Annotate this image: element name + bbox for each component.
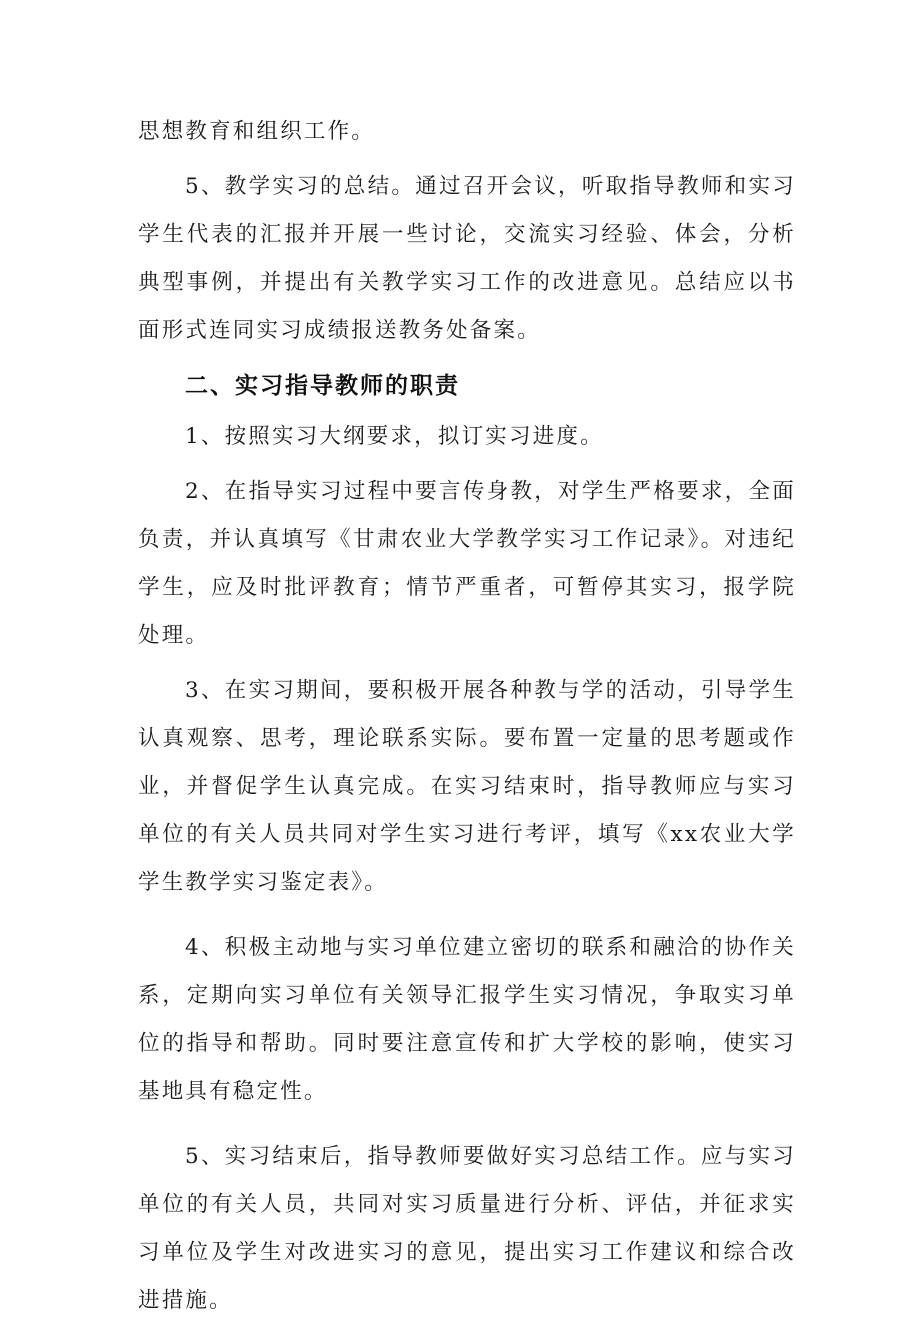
paragraph-duty-4: 4、积极主动地与实习单位建立密切的联系和融洽的协作关系，定期向实习单位有关领导汇报学生实习情况，争取实习单位的指导和帮助。同时要注意宣传和扩大学校的影响，使实习基地具有稳定性。 [138,935,796,1104]
paragraph-duty-2: 2、在指导实习过程中要言传身教，对学生严格要求，全面负责，并认真填写《甘肃农业大学教学实习工作记录》。对违纪学生，应及时批评教育；情节严重者，可暂停其实习，报学院处理。 [138,479,796,648]
paragraph-duty-3: 3、在实习期间，要积极开展各种教与学的活动，引导学生认真观察、思考，理论联系实际。要布置一定量的思考题或作业，并督促学生认真完成。在实习结束时，指导教师应与实习单位的有关人员共同对学生实习进行考评，填写《xx农业大学学生教学实习鉴定表》。 [138,678,796,895]
document-body [138,108,796,1332]
paragraph-teaching-summary: 5、教学实习的总结。通过召开会议，听取指导教师和实习学生代表的汇报并开展一些讨论，交流实习经验、体会，分析典型事例，并提出有关教学实习工作的改进意见。总结应以书面形式连同实习成绩报送教务处备案。 [138,174,796,343]
paragraph-duty-5: 5、实习结束后，指导教师要做好实习总结工作。应与实习单位的有关人员，共同对实习质量进行分析、评估，并征求实习单位及学生对改进实习的意见，提出实习工作建议和综合改进措施。 [138,1144,796,1313]
paragraph-continuation: 思想教育和组织工作。 [138,119,376,144]
paragraph-duty-1: 1、按照实习大纲要求，拟订实习进度。 [185,424,604,449]
section-heading: 二、实习指导教师的职责 [185,373,460,399]
